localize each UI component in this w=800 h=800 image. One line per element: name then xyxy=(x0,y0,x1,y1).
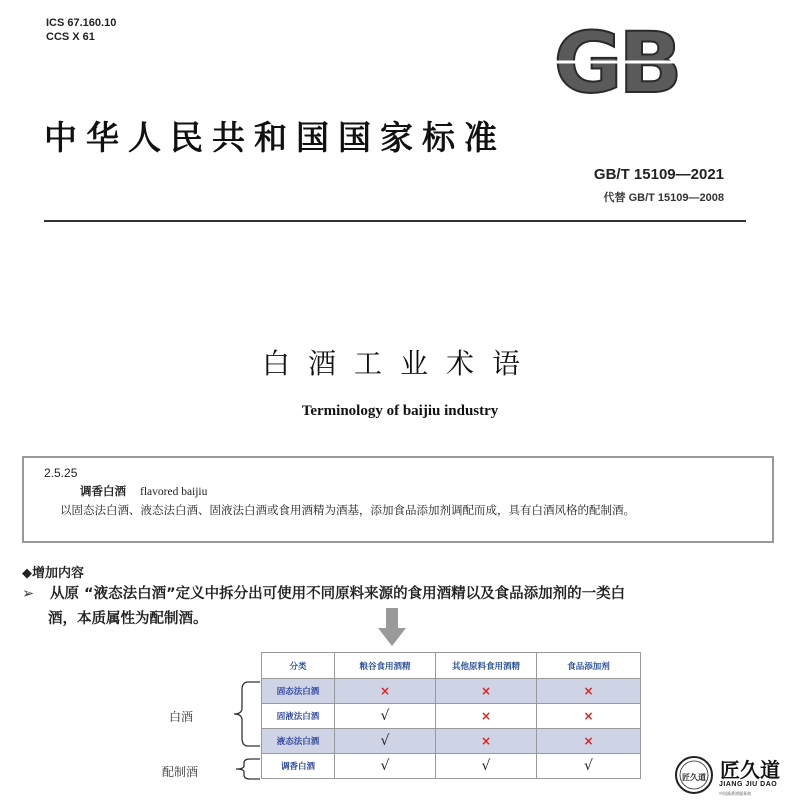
group-label-peizhi: 配制酒 xyxy=(162,765,199,779)
national-standard-title: 中华人民共和国国家标准 xyxy=(44,118,506,157)
document-title-english: Terminology of baijiu industry xyxy=(301,403,499,419)
row-name: 固态法白酒 xyxy=(262,679,335,704)
brand-tagline: 中国酱香酒服务商 xyxy=(719,791,751,796)
ics-code xyxy=(46,16,116,44)
gb-logo-text: GB xyxy=(553,24,679,100)
row-name: 固液法白酒 xyxy=(262,704,335,729)
check-mark: √ xyxy=(335,729,436,754)
table-row xyxy=(262,704,641,729)
header-other-alcohol: 其他原料食用酒精 xyxy=(436,653,537,679)
header-food-additive: 食品添加剂 xyxy=(537,653,641,679)
addition-line-2: 酒，本质属性为配制酒。 xyxy=(48,611,208,627)
addition-heading: ◆增加内容 xyxy=(22,566,84,581)
definition-term xyxy=(44,482,752,501)
table-row xyxy=(262,754,641,779)
header-category: 分类 xyxy=(262,653,335,679)
cross-mark: × xyxy=(537,679,641,704)
addition-line-1: 从原 “液态法白酒”定义中拆分出可使用不同原料来源的食用酒精以及食品添加剂的一类白 xyxy=(50,586,626,602)
comparison-table xyxy=(261,652,641,779)
header-grain-alcohol: 粮谷食用酒精 xyxy=(335,653,436,679)
term-chinese: 调香白酒 xyxy=(80,484,126,498)
bullet-arrow-icon: ➢ xyxy=(22,586,35,602)
term-english: flavored baijiu xyxy=(140,486,208,498)
cross-mark: × xyxy=(436,679,537,704)
cross-mark: × xyxy=(537,704,641,729)
cross-mark: × xyxy=(537,729,641,754)
down-arrow-icon xyxy=(376,608,408,648)
table-header-row xyxy=(262,653,641,679)
table-row xyxy=(262,729,641,754)
table-row xyxy=(262,679,641,704)
ccs-number: CCS X 61 xyxy=(46,31,95,43)
row-name: 液态法白酒 xyxy=(262,729,335,754)
header-divider xyxy=(44,220,746,222)
replaces-standard: 代替 GB/T 15109—2008 xyxy=(603,192,724,204)
row-name: 调香白酒 xyxy=(262,754,335,779)
check-mark: √ xyxy=(537,754,641,779)
check-mark: √ xyxy=(436,754,537,779)
brace-baijiu-icon xyxy=(230,680,262,748)
document-title: 白酒工业术语 xyxy=(261,347,538,380)
cross-mark: × xyxy=(335,679,436,704)
definition-code: 2.5.25 xyxy=(44,466,78,480)
brand-name: 匠久道 xyxy=(720,758,780,782)
check-mark: √ xyxy=(335,754,436,779)
brand-pinyin: JIANG JIU DAO xyxy=(719,781,778,788)
definition-text: 以固态法白酒、液态法白酒、固液法白酒或食用酒精为酒基，添加食品添加剂调配而成，具有白酒风格的配制酒。 xyxy=(60,503,635,517)
group-label-baijiu: 白酒 xyxy=(169,710,194,724)
ics-number: ICS 67.160.10 xyxy=(46,17,117,29)
check-mark: √ xyxy=(335,704,436,729)
cross-mark: × xyxy=(436,704,537,729)
brace-peizhi-icon xyxy=(232,757,262,781)
standard-number: GB/T 15109—2021 xyxy=(593,166,724,183)
seal-text: 匠久道 xyxy=(682,772,706,782)
cross-mark: × xyxy=(436,729,537,754)
gb-logo-icon xyxy=(528,24,704,100)
definition-box xyxy=(22,456,774,543)
